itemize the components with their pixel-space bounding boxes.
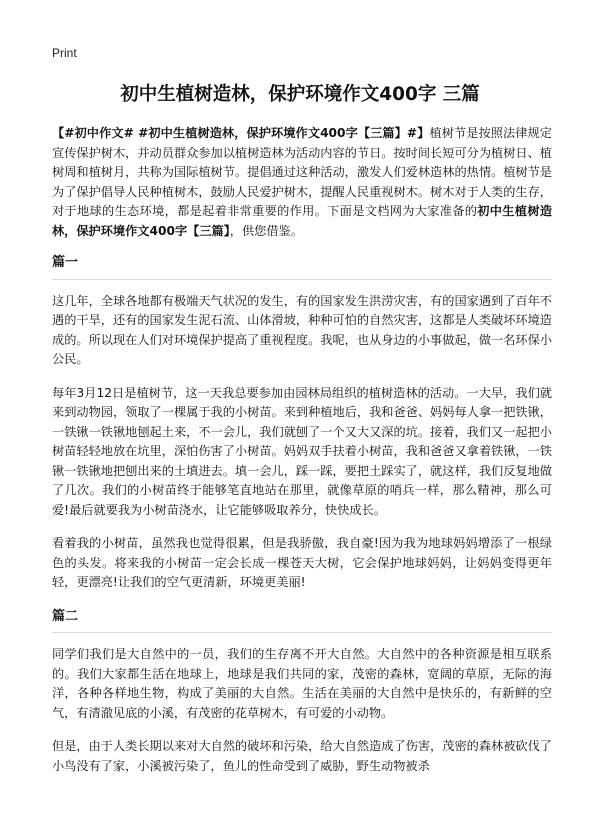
intro-article-title: 初中生植树造林，保护环境作文400字【三篇】 bbox=[52, 204, 553, 238]
section-heading-2: 篇二 bbox=[52, 607, 552, 634]
print-link[interactable]: Print bbox=[52, 46, 77, 60]
intro-suffix: ，供您借鉴。 bbox=[229, 223, 303, 238]
section-heading-1: 篇一 bbox=[52, 253, 552, 280]
paragraph: 但是，由于人类长期以来对大自然的破坏和污染，给大自然造成了伤害，茂密的森林被砍伐了小鸟没有了家，小溪被污染了，鱼儿的性命受到了威胁，野生动物被杀 bbox=[52, 739, 552, 773]
intro-paragraph bbox=[52, 124, 552, 241]
page-title: 初中生植树造林，保护环境作文400字 三篇 bbox=[120, 84, 480, 105]
paragraph: 看着我的小树苗，虽然我也觉得很累，但是我骄傲，我自豪!因为我为地球妈妈增添了一根绿色的头发。将来我的小树苗一定会长成一棵苍天大树，它会保护地球妈妈，让妈妈变得更年轻，更漂亮!让我们的空气更清新，环境更美丽! bbox=[52, 536, 552, 589]
article-body bbox=[52, 124, 552, 790]
paragraph: 每年3月12日是植树节，这一天我总要参加由园林局组织的植树造林的活动。一大早，我们就来到动物园，领取了一棵属于我的小树苗。来到种植地后，我和爸爸、妈妈每人拿一把铁锹，一铁锹一铁锹地刨起土来，不一会儿，我们就刨了一个又大又深的坑。接着，我们又一起把小树苗轻轻地放在坑里，深怕伤害了小树苗。妈妈双手扶着小树苗，我和爸爸又拿着铁锹，一铁锹一铁锹地把刨出来的土填进去。填一会儿，踩一踩，要把土踩实了，就这样，我们反复地做了几次。我们的小树苗终于能够笔直地站在那里，就像草原的哨兵一样，那么精神，那么可爱!最后就要我为小树苗浇水，让它能够吸取养分，快快成长。 bbox=[52, 385, 552, 517]
intro-tags: 【#初中作文# #初中生植树造林，保护环境作文400字【三篇】#】 bbox=[52, 126, 430, 140]
intro-text: 植树节是按照法律规定宣传保护树木，并动员群众参加以植树造林为活动内容的节日。按时间长短可分为植树日、植树周和植树月，共称为国际植树节。提倡通过这种活动，激发人们爱林造林的热情。植树节是为了保护倡导人民种植树木，鼓励人民爱护树木，提醒人民重视树木。树木对于人类的生存，对于地球的生态环境，都是起着非常重要的作用。下面是文档网为大家准备的 bbox=[52, 126, 552, 218]
paragraph: 同学们我们是大自然中的一员，我们的生存离不开大自然。大自然中的各种资源是相互联系的。我们大家都生活在地球上，地球是我们共同的家，茂密的森林，宽阔的草原，无际的海洋，各种各样地生物，构成了美丽的大自然。生活在美丽的大自然中是快乐的，有新鲜的空气，有清澈见底的小溪，有茂密的花草树木，有可爱的小动物。 bbox=[52, 647, 552, 720]
paragraph: 这几年，全球各地都有极端天气状况的发生，有的国家发生洪涝灾害，有的国家遇到了百年不遇的干旱，还有的国家发生泥石流、山体滑坡，种种可怕的自然灾害，这都是人类破坏环境造成的。所以现在人们对环境保护提高了重视程度。我呢，也从身边的小事做起，做一名环保小公民。 bbox=[52, 293, 552, 366]
